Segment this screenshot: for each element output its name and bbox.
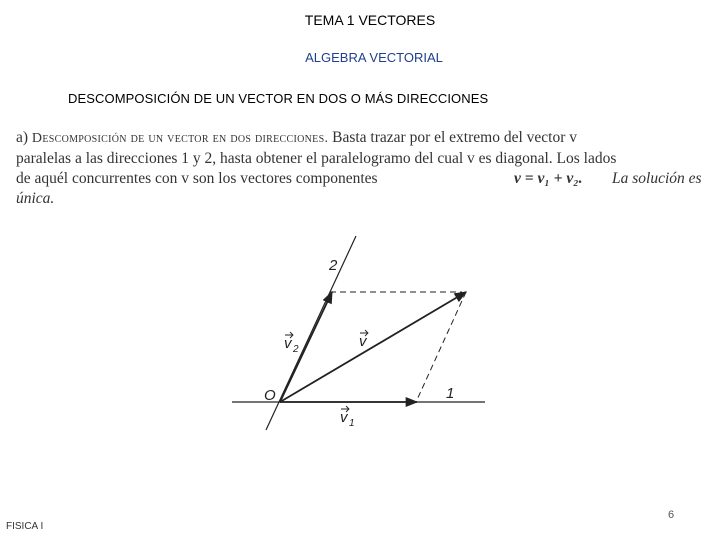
- paragraph-line-4: única.: [16, 190, 55, 207]
- paragraph-line3-rest: La solución es: [612, 170, 702, 187]
- paragraph-caps: Descomposición de un vector en dos direcciones.: [31, 131, 329, 146]
- label-v: v: [359, 333, 367, 350]
- paragraph-line-2: paralelas a las direcciones 1 y 2, hasta obtener el paralelogramo del cual v es diagonal. Los lados: [16, 150, 617, 167]
- slide-title: TEMA 1 VECTORES: [304, 12, 436, 28]
- section-heading: DESCOMPOSICIÓN DE UN VECTOR EN DOS O MÁS DIRECCIONES: [68, 91, 489, 106]
- paragraph-line1-rest: Basta trazar por el extremo del vector v: [332, 129, 577, 146]
- vector-v-arrow: [280, 292, 466, 402]
- page-number: 6: [668, 509, 675, 521]
- slide-subtitle: ALGEBRA VECTORIAL: [305, 50, 443, 65]
- dashed-right-side: [416, 292, 466, 402]
- label-direction-1: 1: [446, 385, 455, 402]
- paragraph-marker: a): [16, 129, 29, 146]
- label-v1: v: [340, 409, 348, 426]
- label-origin: O: [264, 387, 276, 404]
- direction-line-2: [266, 236, 356, 430]
- label-v1-subscript: 1: [349, 418, 355, 429]
- footer-course: FISICA I: [6, 521, 44, 532]
- label-v2: v: [284, 335, 292, 352]
- label-direction-2: 2: [329, 257, 338, 274]
- paragraph-equation: v = v₁ + v₂.: [514, 170, 583, 187]
- paragraph-line3-text: de aquél concurrentes con v son los vectores componentes: [16, 170, 378, 187]
- label-v2-subscript: 2: [293, 344, 299, 355]
